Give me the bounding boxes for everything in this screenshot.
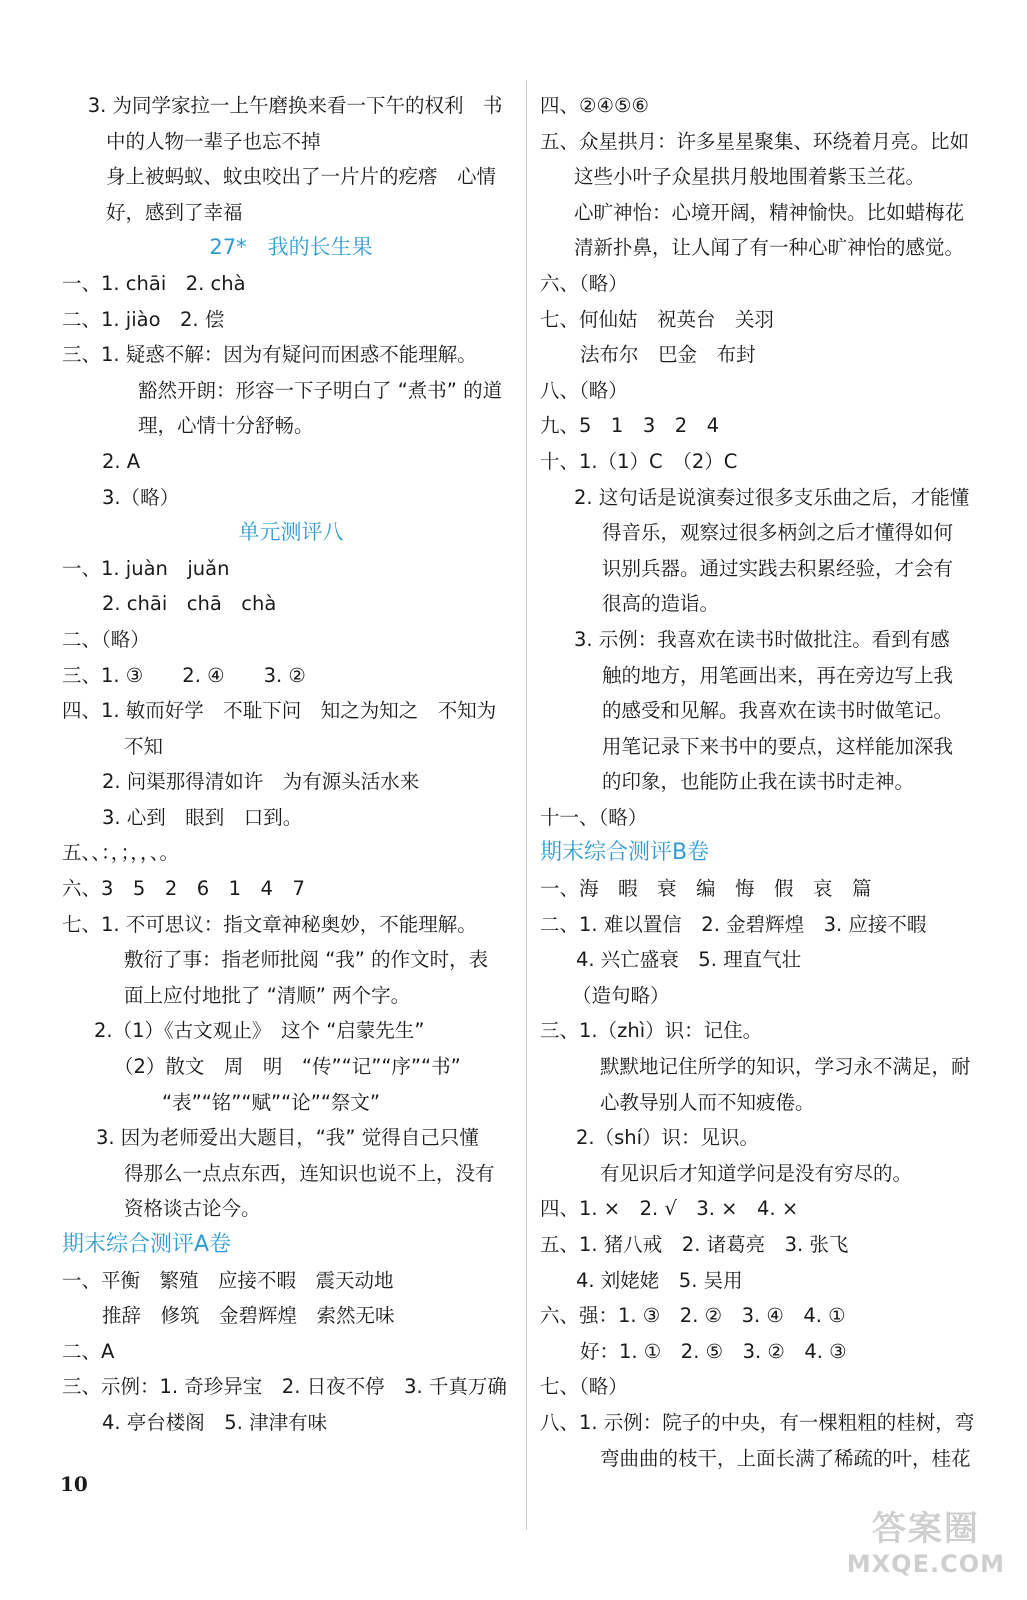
left-column-line: 三、1. ③ 2. ④ 3. ② xyxy=(62,663,306,687)
column-divider xyxy=(526,80,527,1530)
left-column-line: 2. 问渠那得清如许 为有源头活水来 xyxy=(102,770,420,794)
right-column-line: 3. 示例：我喜欢在读书时做批注。看到有感 xyxy=(574,627,950,651)
left-column-line: （2）散文 周 明 “传”“记”“序”“书” xyxy=(114,1055,461,1079)
left-column-line: 期末综合测评A卷 xyxy=(62,1232,232,1257)
left-column-line: “表”“铭”“赋”“论”“祭文” xyxy=(162,1090,381,1114)
right-column-line: 2.（shí）识：见识。 xyxy=(576,1126,760,1150)
left-column-line: 3. 为同学家拉一上午磨换来看一下午的权利 书 xyxy=(62,94,503,117)
right-column-line: 五、众星拱月：许多星星聚集、环绕着月亮。比如 xyxy=(540,129,970,153)
right-column-line: 默默地记住所学的知识，学习永不满足，耐 xyxy=(600,1055,971,1079)
left-column-line: 2. A xyxy=(102,449,141,473)
left-column-line: 不知 xyxy=(124,734,164,758)
left-column-line: 理，心情十分舒畅。 xyxy=(138,414,314,438)
right-column-line: 的印象，也能防止我在读书时走神。 xyxy=(602,770,915,794)
right-column-line: 弯曲曲的枝干，上面长满了稀疏的叶，桂花 xyxy=(600,1446,971,1470)
right-column-line: 好：1. ① 2. ⑤ 3. ② 4. ③ xyxy=(580,1339,847,1363)
left-column-line: 四、1. 敏而好学 不耻下问 知之为知之 不知为 xyxy=(62,699,497,723)
left-column-line: 三、示例：1. 奇珍异宝 2. 日夜不停 3. 千真万确 xyxy=(62,1375,507,1399)
left-column xyxy=(62,88,520,1441)
left-column-line: 豁然开朗：形容一下子明白了 “煮书” 的道 xyxy=(138,378,503,402)
left-column-line: 27* 我的长生果 xyxy=(209,235,373,260)
right-column-line: 法布尔 巴金 布封 xyxy=(580,343,756,367)
left-column-line: 身上被蚂蚁、蚊虫咬出了一片片的疙瘩 心情 xyxy=(106,165,497,189)
right-column-line: （造句略） xyxy=(572,983,670,1007)
left-column-line: 4. 亭台楼阁 5. 津津有味 xyxy=(102,1410,328,1434)
left-column-line: 一、平衡 繁殖 应接不暇 震天动地 xyxy=(62,1268,394,1292)
left-column-line: 三、1. 疑惑不解：因为有疑问而困惑不能理解。 xyxy=(62,343,477,367)
left-column-line: 一、1. chāi 2. chà xyxy=(62,271,246,295)
right-column-line: 九、5 1 3 2 4 xyxy=(540,414,720,438)
left-column-line: 得那么一点点东西，连知识也说不上，没有 xyxy=(124,1161,495,1185)
right-column-line: 4. 兴亡盛衰 5. 理直气壮 xyxy=(576,948,802,972)
right-column-line: 八、（略） xyxy=(540,378,628,402)
right-column-line: 三、1.（zhì）识：记住。 xyxy=(540,1019,763,1043)
right-column-line: 很高的造诣。 xyxy=(602,592,720,616)
right-column-line: 四、②④⑤⑥ xyxy=(540,94,649,117)
left-column-line: 中的人物一辈子也忘不掉 xyxy=(106,129,321,153)
left-column-line: 敷衍了事：指老师批阅 “我” 的作文时，表 xyxy=(124,948,489,972)
right-column-line: 这些小叶子众星拱月般地围着紫玉兰花。 xyxy=(574,165,926,189)
right-column-line: 六、强：1. ③ 2. ② 3. ④ 4. ① xyxy=(540,1304,846,1328)
left-column-line: 一、1. juàn juǎn xyxy=(62,556,230,580)
left-column-line: 二、1. jiào 2. 偿 xyxy=(62,307,225,331)
right-column-line: 二、1. 难以置信 2. 金碧辉煌 3. 应接不暇 xyxy=(540,912,927,936)
right-column-line: 心教导别人而不知疲倦。 xyxy=(600,1090,815,1114)
right-column-line: 的感受和见解。我喜欢在读书时做笔记。 xyxy=(602,699,954,723)
right-column-line: 4. 刘姥姥 5. 吴用 xyxy=(576,1268,743,1292)
right-column-line: 十一、（略） xyxy=(540,805,648,829)
right-column-line: 四、1. × 2. √ 3. × 4. × xyxy=(540,1197,799,1221)
left-column-line: 2.（1）《古文观止》 这个 “启蒙先生” xyxy=(94,1019,425,1043)
right-column-line: 五、1. 猪八戒 2. 诸葛亮 3. 张飞 xyxy=(540,1233,849,1256)
right-column-line: 得音乐，观察过很多柄剑之后才懂得如何 xyxy=(602,521,954,545)
watermark-url: MXQE.COM xyxy=(846,1550,1005,1578)
left-column-line: 3. 因为老师爱出大题目，“我” 觉得自己只懂 xyxy=(96,1126,479,1150)
left-column-line: 面上应付地批了 “清顺” 两个字。 xyxy=(124,983,411,1007)
right-column-line: 清新扑鼻，让人闻了有一种心旷神怡的感觉。 xyxy=(574,236,965,260)
right-column-line: 八、1. 示例：院子的中央，有一棵粗粗的桂树，弯 xyxy=(540,1410,975,1434)
right-column-line: 用笔记录下来书中的要点，这样能加深我 xyxy=(602,734,954,758)
left-column-line: 3. 心到 眼到 口到。 xyxy=(102,805,303,829)
left-column-line: 推辞 修筑 金碧辉煌 索然无味 xyxy=(102,1304,395,1328)
left-column-line: 五、、：，；，，、。 xyxy=(62,841,180,865)
right-column-line: 期末综合测评B卷 xyxy=(540,840,710,866)
watermark xyxy=(847,1501,1005,1578)
right-column-line: 识别兵器。通过实践去积累经验，才会有 xyxy=(602,556,954,580)
page-number: 10 xyxy=(60,1472,88,1496)
right-column-line: 七、何仙姑 祝英台 关羽 xyxy=(540,307,775,331)
right-column-line: 2. 这句话是说演奏过很多支乐曲之后，才能懂 xyxy=(574,485,970,509)
left-column-line: 单元测评八 xyxy=(238,520,344,545)
right-column-line: 有见识后才知道学问是没有穷尽的。 xyxy=(600,1161,913,1185)
right-column-line: 一、海 暇 衰 编 悔 假 哀 篇 xyxy=(540,877,872,901)
right-column-line: 十、1.（1）C （2）C xyxy=(540,449,738,473)
left-column-line: 好，感到了幸福 xyxy=(106,200,243,224)
left-column-line: 二、（略） xyxy=(62,627,150,651)
left-column-line: 2. chāi chā chà xyxy=(102,592,277,616)
left-column-line: 资格谈古论今。 xyxy=(124,1197,261,1221)
right-column-line: 触的地方，用笔画出来，再在旁边写上我 xyxy=(602,663,954,687)
right-column-line: 七、（略） xyxy=(540,1375,628,1399)
right-column xyxy=(540,88,1002,1476)
left-column-line: 六、3 5 2 6 1 4 7 xyxy=(62,877,305,901)
watermark-logo: 答案圈 xyxy=(871,1509,980,1549)
right-column-line: 心旷神怡：心境开阔，精神愉快。比如蜡梅花 xyxy=(574,200,965,224)
left-column-line: 3.（略） xyxy=(102,485,180,509)
left-column-line: 七、1. 不可思议：指文章神秘奥妙，不能理解。 xyxy=(62,912,477,936)
right-column-line: 六、（略） xyxy=(540,271,628,295)
left-column-line: 二、A xyxy=(62,1339,115,1363)
